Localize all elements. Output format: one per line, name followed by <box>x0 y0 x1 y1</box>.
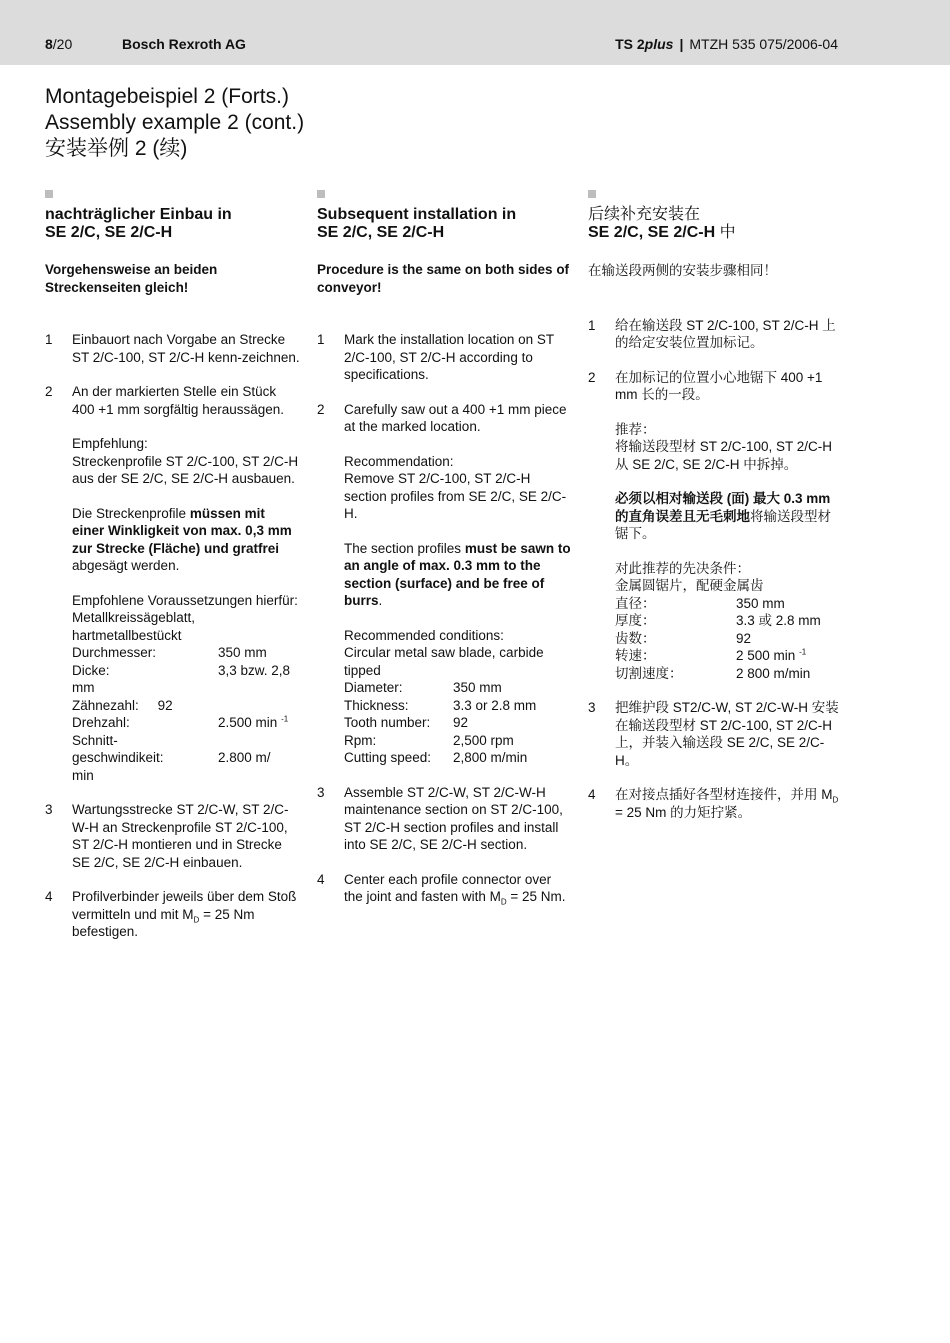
step-list <box>45 331 300 941</box>
spec-key: Rpm: <box>344 732 377 748</box>
spec-diameter <box>615 595 843 613</box>
spec-value: 3.3 or 2.8 mm <box>453 697 537 713</box>
spec-teeth <box>615 630 843 648</box>
header-separator: | <box>679 36 684 52</box>
step-number: 3 <box>588 700 596 715</box>
step-number: 4 <box>588 787 596 802</box>
spec-rpm <box>72 714 300 732</box>
section-marker-square <box>317 190 325 198</box>
step-number: 2 <box>317 401 325 417</box>
spec-exponent: -1 <box>799 647 807 657</box>
step-number: 2 <box>588 369 596 385</box>
step-text: Carefully saw out a 400 +1 mm piece at the marked location. <box>344 401 567 434</box>
step-text: Mark the installation location on ST 2/C-100, ST 2/C-H according to specifications. <box>344 332 554 382</box>
conditions-blade: Circular metal saw blade, carbide tipped <box>344 645 544 678</box>
spec-key: geschwindikeit: <box>72 750 164 765</box>
spec-key: Diameter: <box>344 680 403 695</box>
spec-value: 350 mm <box>218 645 267 660</box>
product-name <box>615 36 673 52</box>
spec-key: Drehzahl: <box>72 715 130 730</box>
conditions-title: Recommended conditions: <box>344 627 504 643</box>
spec-rpm <box>344 732 572 750</box>
spec-key: Thickness: <box>344 697 409 713</box>
spec-key: Durchmesser: <box>72 645 157 660</box>
step-1 <box>45 331 300 366</box>
step-text: Profilverbinder jeweils über dem Stoß vermitteln und mit M <box>72 889 297 922</box>
step-number: 3 <box>317 784 325 800</box>
recommendation-text: Remove ST 2/C-100, ST 2/C-H section profiles from SE 2/C, SE 2/C-H. <box>344 471 567 521</box>
step-number: 2 <box>45 384 53 399</box>
step-4 <box>588 786 843 821</box>
warning-part: abgesägt werden. <box>72 558 180 573</box>
spec-value <box>736 647 806 665</box>
warning-text <box>72 505 300 575</box>
spec-value: 2,500 rpm <box>453 732 514 748</box>
step-number: 1 <box>588 317 596 333</box>
step-1 <box>317 331 572 384</box>
step-text: An der markierten Stelle ein Stück 400 +1 mm sorgfältig heraussägen. <box>72 384 284 417</box>
warning-emphasis: 必须以相对输送段 (面) 最大 0.3 mm 的直角误差且无毛刺地 <box>615 491 831 524</box>
step-text: Center each profile connector over the joint and fasten with M <box>344 871 552 904</box>
step-text: Assemble ST 2/C-W, ST 2/C-W-H maintenance section on ST 2/C-100, ST 2/C-H section profiles and install into SE 2/C, SE 2/C-H section. <box>344 784 563 852</box>
spec-teeth <box>344 714 572 732</box>
heading-line2: SE 2/C, SE 2/C-H <box>317 224 445 241</box>
recommendation-label: 推荐： <box>615 421 656 437</box>
page-header <box>0 0 950 65</box>
step-4 <box>45 888 300 941</box>
warning-part: 将输送段型材锯下。 <box>615 508 831 541</box>
section-heading <box>588 206 843 242</box>
recommendation-label: Recommendation: <box>344 453 454 469</box>
spec-value: 2 800 m/min <box>736 665 811 681</box>
step-list <box>588 317 843 822</box>
step-text: 在对接点插好各型材连接件，并用 M <box>615 787 833 802</box>
step-3 <box>45 801 300 871</box>
section-marker-square <box>588 190 596 198</box>
conditions-blade: 金属圆锯片，配硬金属齿 <box>615 578 764 593</box>
recommendation <box>615 421 843 474</box>
heading-line2: SE 2/C, SE 2/C-H <box>45 224 173 241</box>
warning-text <box>615 490 843 543</box>
spec-key: 厚度： <box>615 613 656 628</box>
step-3 <box>317 784 572 854</box>
spec-value <box>218 714 288 732</box>
spec-key: 切割速度： <box>615 665 683 681</box>
step-text: Einbauort nach Vorgabe an Strecke ST 2/C-100, ST 2/C-H kenn-zeichnen. <box>72 332 300 365</box>
spec-key: Tooth number: <box>344 715 431 730</box>
conditions-title: 对此推荐的先决条件： <box>615 560 750 576</box>
spec-value: 350 mm <box>736 595 785 611</box>
procedure-note: Procedure is the same on both sides of conveyor! <box>317 262 570 295</box>
warning-text <box>344 540 572 610</box>
spec-cut-key-line1: Schnitt- <box>72 732 118 748</box>
spec-value: 3,3 bzw. 2,8 <box>218 662 291 678</box>
section-heading <box>317 206 572 242</box>
column-german <box>45 190 300 958</box>
spec-key: 直径： <box>615 595 656 611</box>
conditions-title: Empfohlene Voraussetzungen hierfür: <box>72 592 298 608</box>
step-number: 4 <box>45 889 53 904</box>
procedure-note: 在输送段两侧的安装步骤相同！ <box>588 263 777 278</box>
product-prefix: TS 2 <box>615 36 645 52</box>
procedure-note: Vorgehensweise an beiden Streckenseiten gleich! <box>45 262 218 295</box>
warning-part: The section profiles <box>344 540 465 556</box>
company-name: Bosch Rexroth AG <box>122 36 246 52</box>
torque-subscript: D <box>832 795 839 805</box>
product-suffix: plus <box>644 36 674 52</box>
spec-value: 2,800 m/min <box>453 750 528 765</box>
heading-line1: Subsequent installation in <box>317 206 517 223</box>
step-list <box>317 331 572 906</box>
step-text: Wartungsstrecke ST 2/C-W, ST 2/C-W-H an Streckenprofile ST 2/C-100, ST 2/C-H montieren und in Strecke SE 2/C, SE 2/C-H einbauen. <box>72 802 289 870</box>
spec-thickness <box>615 612 843 630</box>
spec-thickness-unit: mm <box>72 680 95 695</box>
warning-part: Die Streckenprofile <box>72 505 190 521</box>
spec-key: 齿数： <box>615 630 656 646</box>
step-4 <box>317 871 572 906</box>
doc-ref: MTZH 535 075/2006-04 <box>689 36 838 52</box>
spec-key: Zähnezahl: <box>72 697 139 713</box>
column-chinese <box>588 190 843 838</box>
step-number: 3 <box>45 802 53 817</box>
recommendation-label: Empfehlung: <box>72 436 148 451</box>
step-3 <box>588 699 843 769</box>
spec-value: 92 <box>157 697 173 713</box>
spec-value: 2.800 m/ <box>218 750 271 765</box>
page-current: 8 <box>45 36 53 52</box>
spec-value-text: 2.500 min <box>218 715 278 730</box>
step-text: = 25 Nm. <box>506 889 566 904</box>
spec-teeth <box>72 697 300 715</box>
spec-value-text: 2 500 min <box>736 648 796 663</box>
conditions <box>72 592 300 785</box>
spec-exponent: -1 <box>281 714 289 724</box>
spec-diameter <box>72 644 300 662</box>
spec-rpm <box>615 647 843 665</box>
section-heading <box>45 206 300 242</box>
spec-cut-unit: min <box>72 767 94 783</box>
step-text: = 25 Nm 的力矩拧紧。 <box>615 804 752 820</box>
spec-value: 92 <box>453 715 469 730</box>
section-marker-square <box>45 190 53 198</box>
heading-line1: 后续补充安装在 <box>588 206 701 223</box>
recommendation-text: 将输送段型材 ST 2/C-100, ST 2/C-H 从 SE 2/C, SE 2/C-H 中拆掉。 <box>615 439 833 472</box>
heading-line2 <box>588 224 843 242</box>
title-en: Assembly example 2 (cont.) <box>45 111 305 134</box>
page-title <box>45 84 304 162</box>
step-number: 1 <box>45 332 53 347</box>
page-total: /20 <box>52 36 73 52</box>
recommendation-text: Streckenprofile ST 2/C-100, ST 2/C-H aus der SE 2/C, SE 2/C-H ausbauen. <box>72 453 299 486</box>
heading-code: SE 2/C, SE 2/C-H <box>588 224 716 241</box>
warning-part: . <box>378 593 383 608</box>
step-text: = 25 Nm befestigen. <box>72 906 255 939</box>
spec-key: Dicke: <box>72 662 110 678</box>
torque-subscript: D <box>500 897 507 907</box>
spec-diameter <box>344 679 572 697</box>
spec-cutting-speed <box>72 749 300 767</box>
spec-value: 350 mm <box>453 680 502 695</box>
conditions <box>344 627 572 767</box>
spec-cutting-speed <box>615 665 843 683</box>
recommendation <box>344 453 572 523</box>
spec-value: 3.3 或 2.8 mm <box>736 613 821 628</box>
spec-thickness <box>72 662 300 680</box>
step-2 <box>45 383 300 784</box>
step-text: 把维护段 ST2/C-W, ST 2/C-W-H 安装在输送段型材 ST 2/C-100, ST 2/C-H 上，并装入输送段 SE 2/C, SE 2/C-H。 <box>615 700 839 768</box>
conditions-blade: Metallkreissägeblatt, hartmetallbestückt <box>72 610 196 643</box>
spec-cutting-speed <box>344 749 572 767</box>
spec-value: 92 <box>736 630 752 646</box>
recommendation <box>72 435 300 488</box>
step-text: 在加标记的位置小心地锯下 400 +1 mm 长的一段。 <box>615 369 823 402</box>
torque-subscript: D <box>193 915 200 925</box>
heading-line1: nachträglicher Einbau in <box>45 206 232 223</box>
step-2 <box>588 369 843 683</box>
step-2 <box>317 401 572 767</box>
heading-suffix: 中 <box>715 224 736 241</box>
warning-emphasis: müssen mit einer Winkligkeit von max. 0,3 mm zur Strecke (Fläche) und gratfrei <box>72 505 292 556</box>
column-english <box>317 190 572 923</box>
step-text: 给在输送段 ST 2/C-100, ST 2/C-H 上的给定安装位置加标记。 <box>615 317 836 350</box>
warning-emphasis: must be sawn to an angle of max. 0.3 mm to the section (surface) and be free of burrs <box>344 540 571 608</box>
title-de: Montagebeispiel 2 (Forts.) <box>45 85 289 108</box>
step-number: 1 <box>317 332 325 347</box>
spec-key: Cutting speed: <box>344 750 432 765</box>
step-number: 4 <box>317 871 325 887</box>
page-number <box>45 36 72 52</box>
step-1 <box>588 317 843 352</box>
conditions <box>615 560 843 683</box>
spec-thickness <box>344 697 572 715</box>
document-reference <box>615 36 838 52</box>
title-zh: 安装举例 2 (续) <box>45 137 188 160</box>
spec-key: 转速： <box>615 648 656 663</box>
